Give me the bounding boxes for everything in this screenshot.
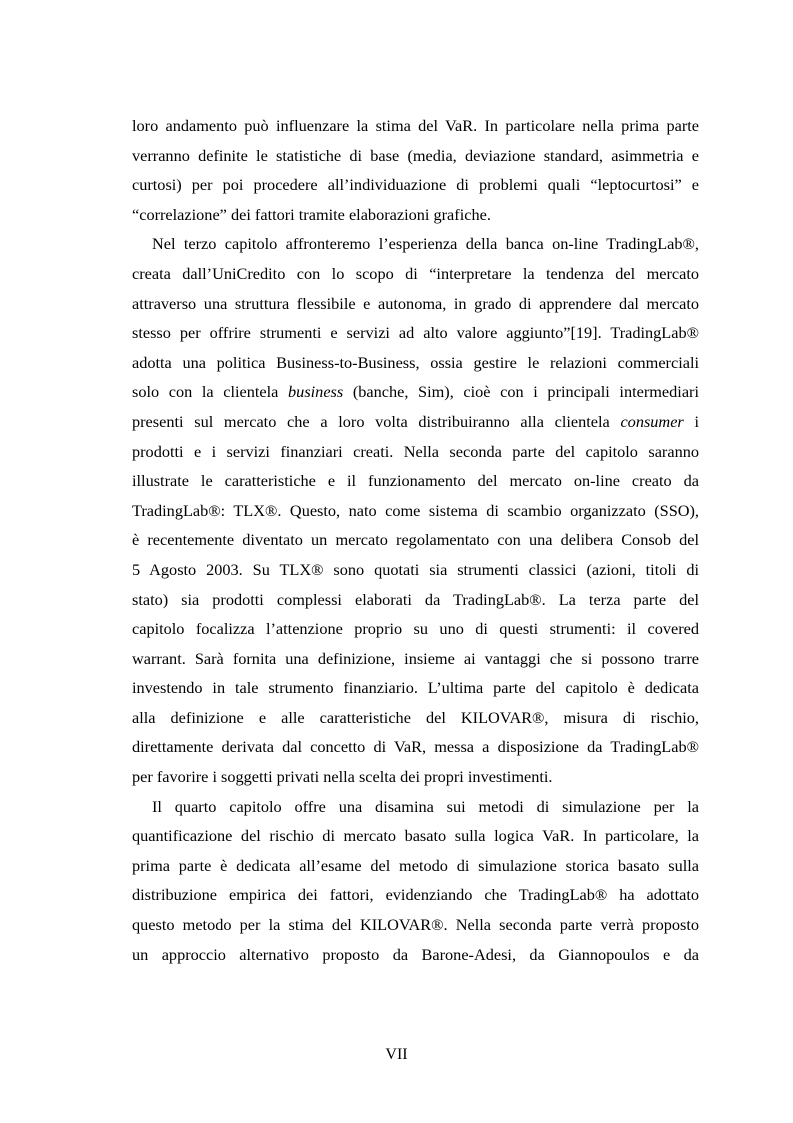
- text-segment: (banche, Sim), cioè con i principali intermediari: [343, 382, 699, 402]
- text-line: prodotti e i servizi finanziari creati. Nella seconda parte del capitolo saranno: [132, 441, 699, 461]
- page-number: VII: [385, 1046, 408, 1063]
- text-line: Il quarto capitolo offre una disamina sui metodi di simulazione per la: [152, 796, 699, 816]
- text-line: illustrate le caratteristiche e il funzionamento del mercato on-line creato da: [132, 471, 699, 491]
- text-line: loro andamento può influenzare la stima del VaR. In particolare nella prima parte: [132, 116, 699, 135]
- paragraph-2: [132, 229, 699, 791]
- text-line: un approccio alternativo proposto da Barone-Adesi, da Giannopoulos e da: [132, 944, 699, 964]
- text-line: warrant. Sarà fornita una definizione, insieme ai vantaggi che si possono trarre: [132, 648, 699, 668]
- text-line: quantificazione del rischio di mercato basato sulla logica VaR. In particolare, la: [132, 826, 699, 846]
- text-line: alla definizione e alle caratteristiche del KILOVAR®, misura di rischio,: [132, 707, 699, 727]
- text-line-with-emphasis: [132, 407, 699, 437]
- text-line: direttamente derivata dal concetto di VaR, messa a disposizione da TradingLab®: [132, 737, 699, 757]
- text-line: distribuzione empirica dei fattori, evidenziando che TradingLab® ha adottato: [132, 885, 699, 905]
- text-line: curtosi) per poi procedere all’individuazione di problemi quali “leptocurtosi” e: [132, 175, 699, 195]
- text-segment: solo con la clientela: [132, 382, 289, 402]
- text-line: è recentemente diventato un mercato regolamentato con una delibera Consob del: [132, 530, 699, 550]
- body-text: [132, 111, 699, 969]
- text-line: adotta una politica Business-to-Business, ossia gestire le relazioni commerciali: [132, 352, 699, 372]
- text-line: stesso per offrire strumenti e servizi ad alto valore aggiunto”[19]. TradingLab®: [132, 323, 699, 343]
- text-line: creata dall’UniCredito con lo scopo di “interpretare la tendenza del mercato: [132, 263, 699, 283]
- text-line: questo metodo per la stima del KILOVAR®. Nella seconda parte verrà proposto: [132, 915, 699, 935]
- text-line: attraverso una struttura flessibile e autonoma, in grado di apprendere dal mercato: [132, 293, 699, 313]
- emphasis-consumer: consumer: [620, 411, 684, 431]
- text-line: stato) sia prodotti complessi elaborati da TradingLab®. La terza parte del: [132, 589, 699, 609]
- text-segment: i: [683, 411, 699, 431]
- paragraph-1: [132, 111, 699, 229]
- text-segment: presenti sul mercato che a loro volta distribuiranno alla clientela: [132, 411, 621, 431]
- text-line: capitolo focalizza l’attenzione proprio su uno di questi strumenti: il covered: [132, 619, 699, 639]
- emphasis-business: business: [288, 382, 344, 402]
- text-line: investendo in tale strumento finanziario. L’ultima parte del capitolo è dedicata: [132, 678, 699, 698]
- text-line: 5 Agosto 2003. Su TLX® sono quotati sia strumenti classici (azioni, titoli di: [132, 559, 699, 579]
- text-line: “correlazione” dei fattori tramite elaborazioni grafiche.: [132, 204, 491, 224]
- text-line: per favorire i soggetti privati nella scelta dei propri investimenti.: [132, 767, 553, 787]
- text-line: TradingLab®: TLX®. Questo, nato come sistema di scambio organizzato (SSO),: [132, 500, 699, 520]
- paragraph-3: [132, 792, 699, 970]
- text-line: verranno definite le statistiche di base (media, deviazione standard, asimmetria e: [132, 145, 699, 165]
- text-line: prima parte è dedicata all’esame del metodo di simulazione storica basato sulla: [132, 855, 699, 875]
- text-line-with-emphasis: [132, 377, 699, 407]
- text-line: Nel terzo capitolo affronteremo l’esperienza della banca on-line TradingLab®,: [152, 234, 699, 254]
